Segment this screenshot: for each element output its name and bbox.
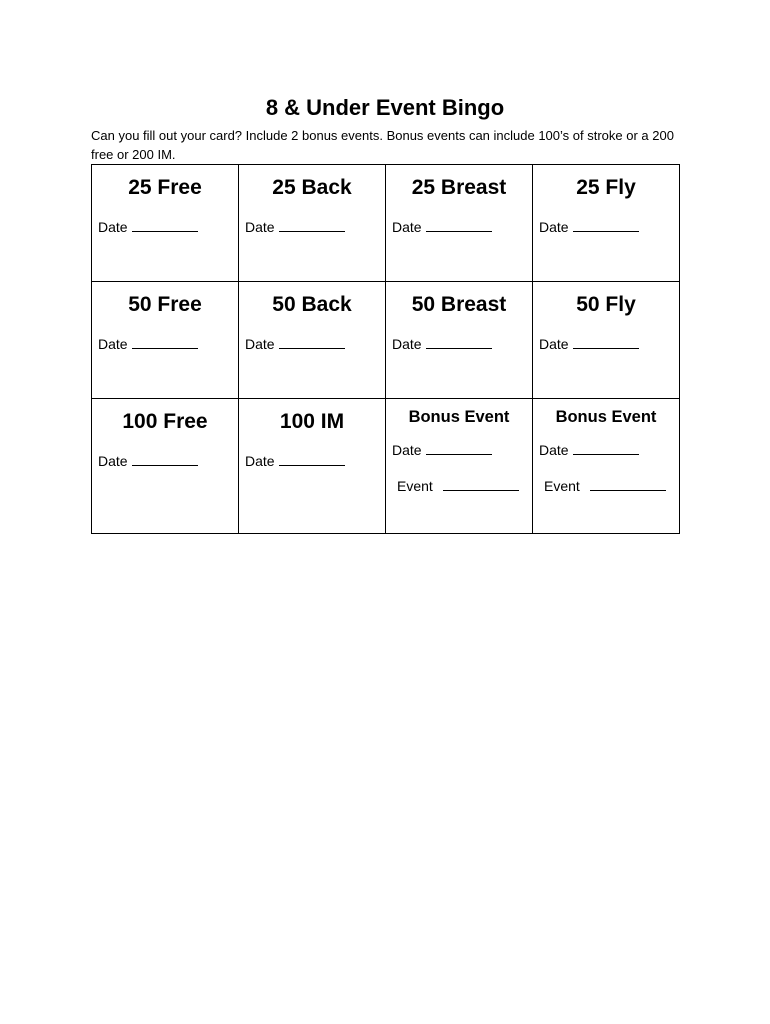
bingo-cell [386, 282, 533, 399]
date-field[interactable] [245, 335, 385, 353]
event-title: 50 Back [272, 293, 352, 316]
event-title: 50 Fly [576, 293, 636, 316]
date-blank[interactable] [279, 336, 345, 349]
date-blank[interactable] [279, 219, 345, 232]
bonus-cell [533, 399, 680, 534]
date-blank[interactable] [426, 219, 492, 232]
bingo-cell [533, 282, 680, 399]
bingo-row [92, 165, 680, 282]
bonus-event-title: Bonus Event [408, 408, 510, 426]
date-label: Date [539, 442, 569, 458]
bonus-event-title: Bonus Event [555, 408, 657, 426]
date-blank[interactable] [573, 219, 639, 232]
date-field[interactable] [539, 441, 679, 459]
bingo-cell [533, 165, 680, 282]
event-title: 25 Breast [411, 176, 507, 199]
date-field[interactable] [98, 452, 238, 470]
page-title: 8 & Under Event Bingo [265, 95, 505, 120]
event-label: Event [544, 478, 580, 494]
date-field[interactable] [245, 218, 385, 236]
date-label: Date [245, 453, 275, 469]
event-title: 100 IM [279, 410, 345, 433]
bingo-cell [239, 282, 386, 399]
date-field[interactable] [539, 218, 679, 236]
date-label: Date [98, 219, 128, 235]
bingo-cell [386, 165, 533, 282]
date-field[interactable] [392, 218, 532, 236]
event-title: 25 Fly [576, 176, 636, 199]
date-blank[interactable] [426, 336, 492, 349]
bingo-row [92, 282, 680, 399]
event-field[interactable] [544, 477, 679, 495]
date-label: Date [98, 453, 128, 469]
event-field[interactable] [397, 477, 532, 495]
event-blank[interactable] [443, 478, 519, 491]
date-blank[interactable] [132, 219, 198, 232]
intro-text: Can you fill out your card? Include 2 bonus events. Bonus events can include 100’s of stroke or a 200 free or 200 IM. [91, 128, 674, 162]
date-label: Date [392, 336, 422, 352]
bingo-cell [92, 282, 239, 399]
event-title: 100 Free [122, 410, 208, 433]
bingo-cell [239, 399, 386, 534]
event-title: 50 Breast [411, 293, 507, 316]
date-field[interactable] [539, 335, 679, 353]
bingo-cell [239, 165, 386, 282]
date-label: Date [245, 336, 275, 352]
bingo-cell [92, 165, 239, 282]
bingo-row [92, 399, 680, 534]
date-blank[interactable] [132, 453, 198, 466]
date-field[interactable] [98, 218, 238, 236]
event-title: 25 Back [272, 176, 352, 199]
date-blank[interactable] [279, 453, 345, 466]
event-title: 50 Free [128, 293, 202, 316]
bonus-cell [386, 399, 533, 534]
date-blank[interactable] [573, 442, 639, 455]
date-label: Date [245, 219, 275, 235]
date-blank[interactable] [573, 336, 639, 349]
date-field[interactable] [392, 335, 532, 353]
bingo-cell [92, 399, 239, 534]
date-field[interactable] [98, 335, 238, 353]
date-blank[interactable] [132, 336, 198, 349]
date-field[interactable] [392, 441, 532, 459]
event-blank[interactable] [590, 478, 666, 491]
date-label: Date [392, 442, 422, 458]
date-field[interactable] [245, 452, 385, 470]
event-title: 25 Free [128, 176, 202, 199]
bingo-grid [91, 164, 680, 534]
date-label: Date [539, 336, 569, 352]
date-label: Date [98, 336, 128, 352]
date-label: Date [392, 219, 422, 235]
date-label: Date [539, 219, 569, 235]
date-blank[interactable] [426, 442, 492, 455]
event-label: Event [397, 478, 433, 494]
